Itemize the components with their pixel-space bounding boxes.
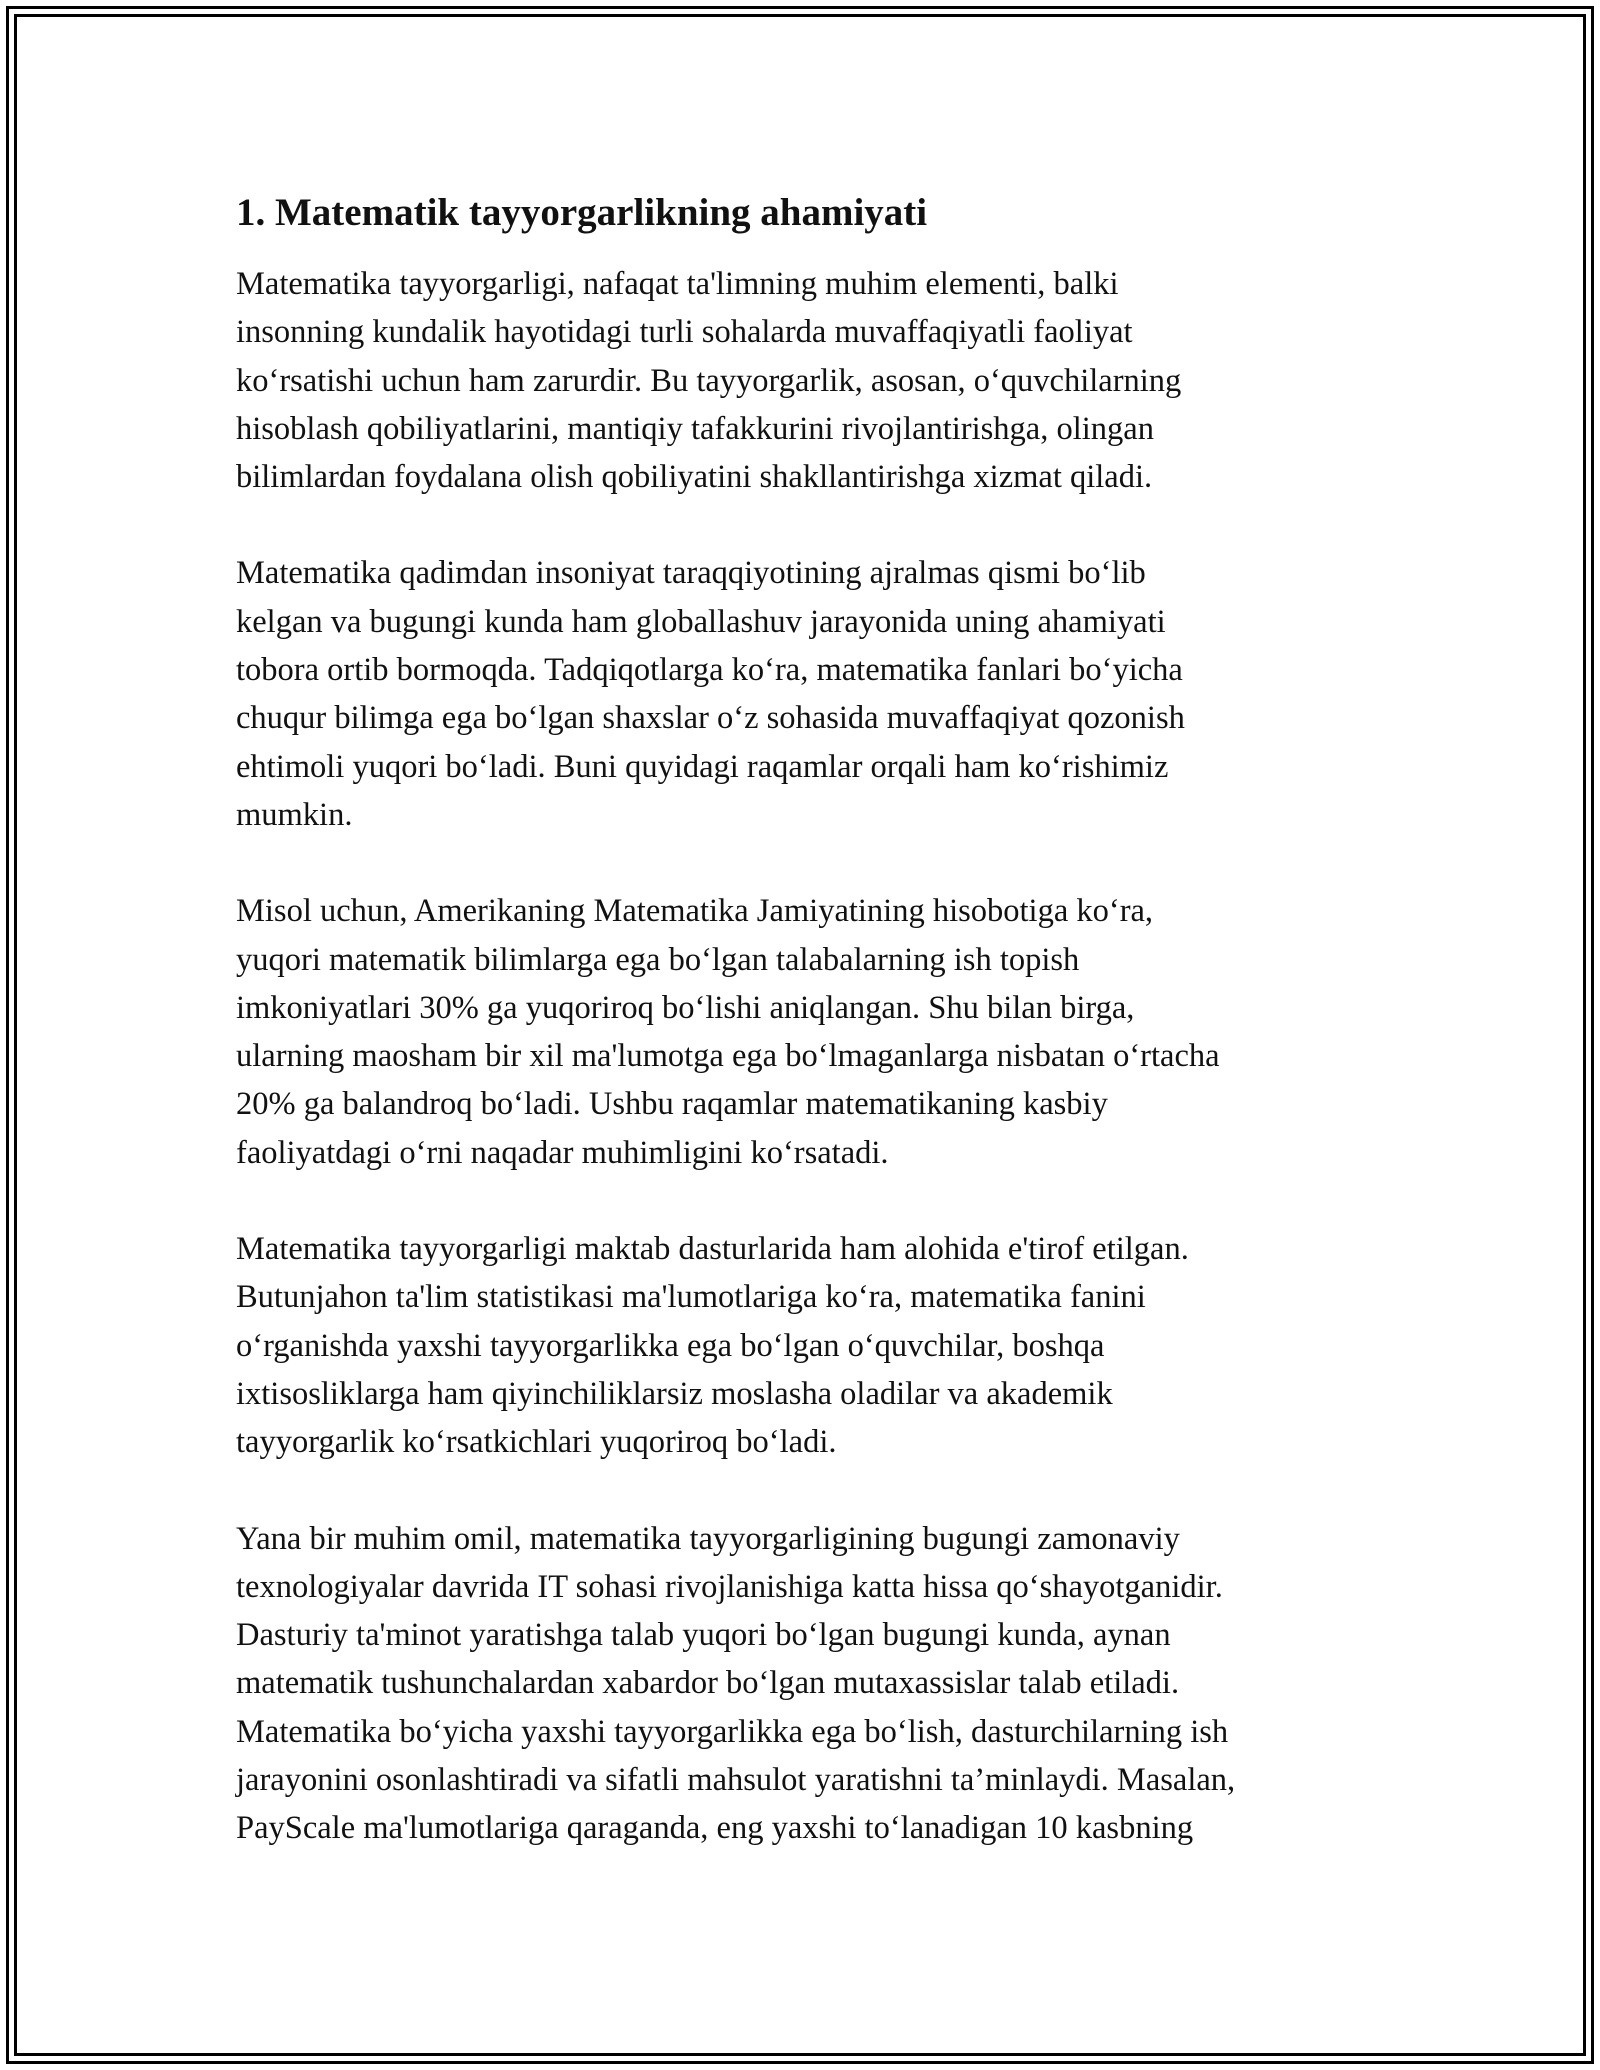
text-line: Dasturiy ta'minot yaratishga talab yuqori boʻlgan bugungi kunda, aynan <box>236 1617 1171 1654</box>
text-line: tobora ortib bormoqda. Tadqiqotlarga koʻra, matematika fanlari boʻyicha <box>236 652 1183 689</box>
text-line: faoliyatdagi oʻrni naqadar muhimligini koʻrsatadi. <box>236 1134 889 1171</box>
paragraph-5 <box>236 1515 1366 1853</box>
text-line: Misol uchun, Amerikaning Matematika Jamiyatining hisobotiga koʻra, <box>236 893 1154 930</box>
text-line: chuqur bilimga ega boʻlgan shaxslar oʻz sohasida muvaffaqiyat qozonish <box>236 700 1185 737</box>
text-line: 20% ga balandroq boʻladi. Ushbu raqamlar matematikaning kasbiy <box>236 1086 1108 1123</box>
text-line: Matematika qadimdan insoniyat taraqqiyotining ajralmas qismi boʻlib <box>236 555 1146 592</box>
text-line: jarayonini osonlashtiradi va sifatli mahsulot yaratishni ta’minlaydi. Masalan, <box>236 1762 1236 1799</box>
text-line: ehtimoli yuqori boʻladi. Buni quyidagi raqamlar orqali ham koʻrishimiz <box>236 748 1169 785</box>
text-line: imkoniyatlari 30% ga yuqoriroq boʻlishi aniqlangan. Shu bilan birga, <box>236 989 1135 1026</box>
text-line: matematik tushunchalardan xabardor boʻlgan mutaxassislar talab etiladi. <box>236 1665 1180 1702</box>
text-line: texnologiyalar davrida IT sohasi rivojlanishiga katta hissa qoʻshayotganidir. <box>236 1568 1223 1605</box>
text-line: hisoblash qobiliyatlarini, mantiqiy tafakkurini rivojlantirishga, olingan <box>236 410 1154 447</box>
text-line: insonning kundalik hayotidagi turli sohalarda muvaffaqiyatli faoliyat <box>236 314 1133 351</box>
text-line: Matematika tayyorgarligi maktab dasturlarida ham alohida e'tirof etilgan. <box>236 1231 1189 1268</box>
text-line: ularning maosham bir xil ma'lumotga ega boʻlmaganlarga nisbatan oʻrtacha <box>236 1038 1220 1075</box>
text-line: Butunjahon ta'lim statistikasi ma'lumotlariga koʻra, matematika fanini <box>236 1279 1146 1316</box>
text-line: Yana bir muhim omil, matematika tayyorgarligining bugungi zamonaviy <box>236 1520 1180 1557</box>
text-line: Matematika tayyorgarligi, nafaqat ta'limning muhim elementi, balki <box>236 266 1119 302</box>
text-line: yuqori matematik bilimlarga ega boʻlgan talabalarning ish topish <box>236 941 1080 978</box>
text-line: PayScale ma'lumotlariga qaraganda, eng yaxshi toʻlanadigan 10 kasbning <box>236 1810 1194 1847</box>
text-line: oʻrganishda yaxshi tayyorgarlikka ega boʻlgan oʻquvchilar, boshqa <box>236 1327 1105 1364</box>
text-line: kelgan va bugungi kunda ham globallashuv jarayonida uning ahamiyati <box>236 603 1166 640</box>
text-line: tayyorgarlik koʻrsatkichlari yuqoriroq boʻladi. <box>236 1424 837 1461</box>
section-heading: 1. Matematik tayyorgarlikning ahamiyati <box>236 191 928 234</box>
paragraph-3 <box>236 887 1366 1177</box>
paragraph-2 <box>236 549 1366 839</box>
paragraph-1 <box>236 260 1366 501</box>
text-line: bilimlardan foydalana olish qobiliyatini shakllantirishga xizmat qiladi. <box>236 459 1153 496</box>
text-line: ixtisosliklarga ham qiyinchiliklarsiz moslasha oladilar va akademik <box>236 1375 1113 1412</box>
text-line: Matematika boʻyicha yaxshi tayyorgarlikka ega boʻlish, dasturchilarning ish <box>236 1713 1229 1750</box>
text-line: koʻrsatishi uchun ham zarurdir. Bu tayyorgarlik, asosan, oʻquvchilarning <box>236 362 1182 399</box>
paragraph-4 <box>236 1225 1366 1466</box>
text-line: mumkin. <box>236 796 353 833</box>
document-body <box>236 180 1366 1901</box>
